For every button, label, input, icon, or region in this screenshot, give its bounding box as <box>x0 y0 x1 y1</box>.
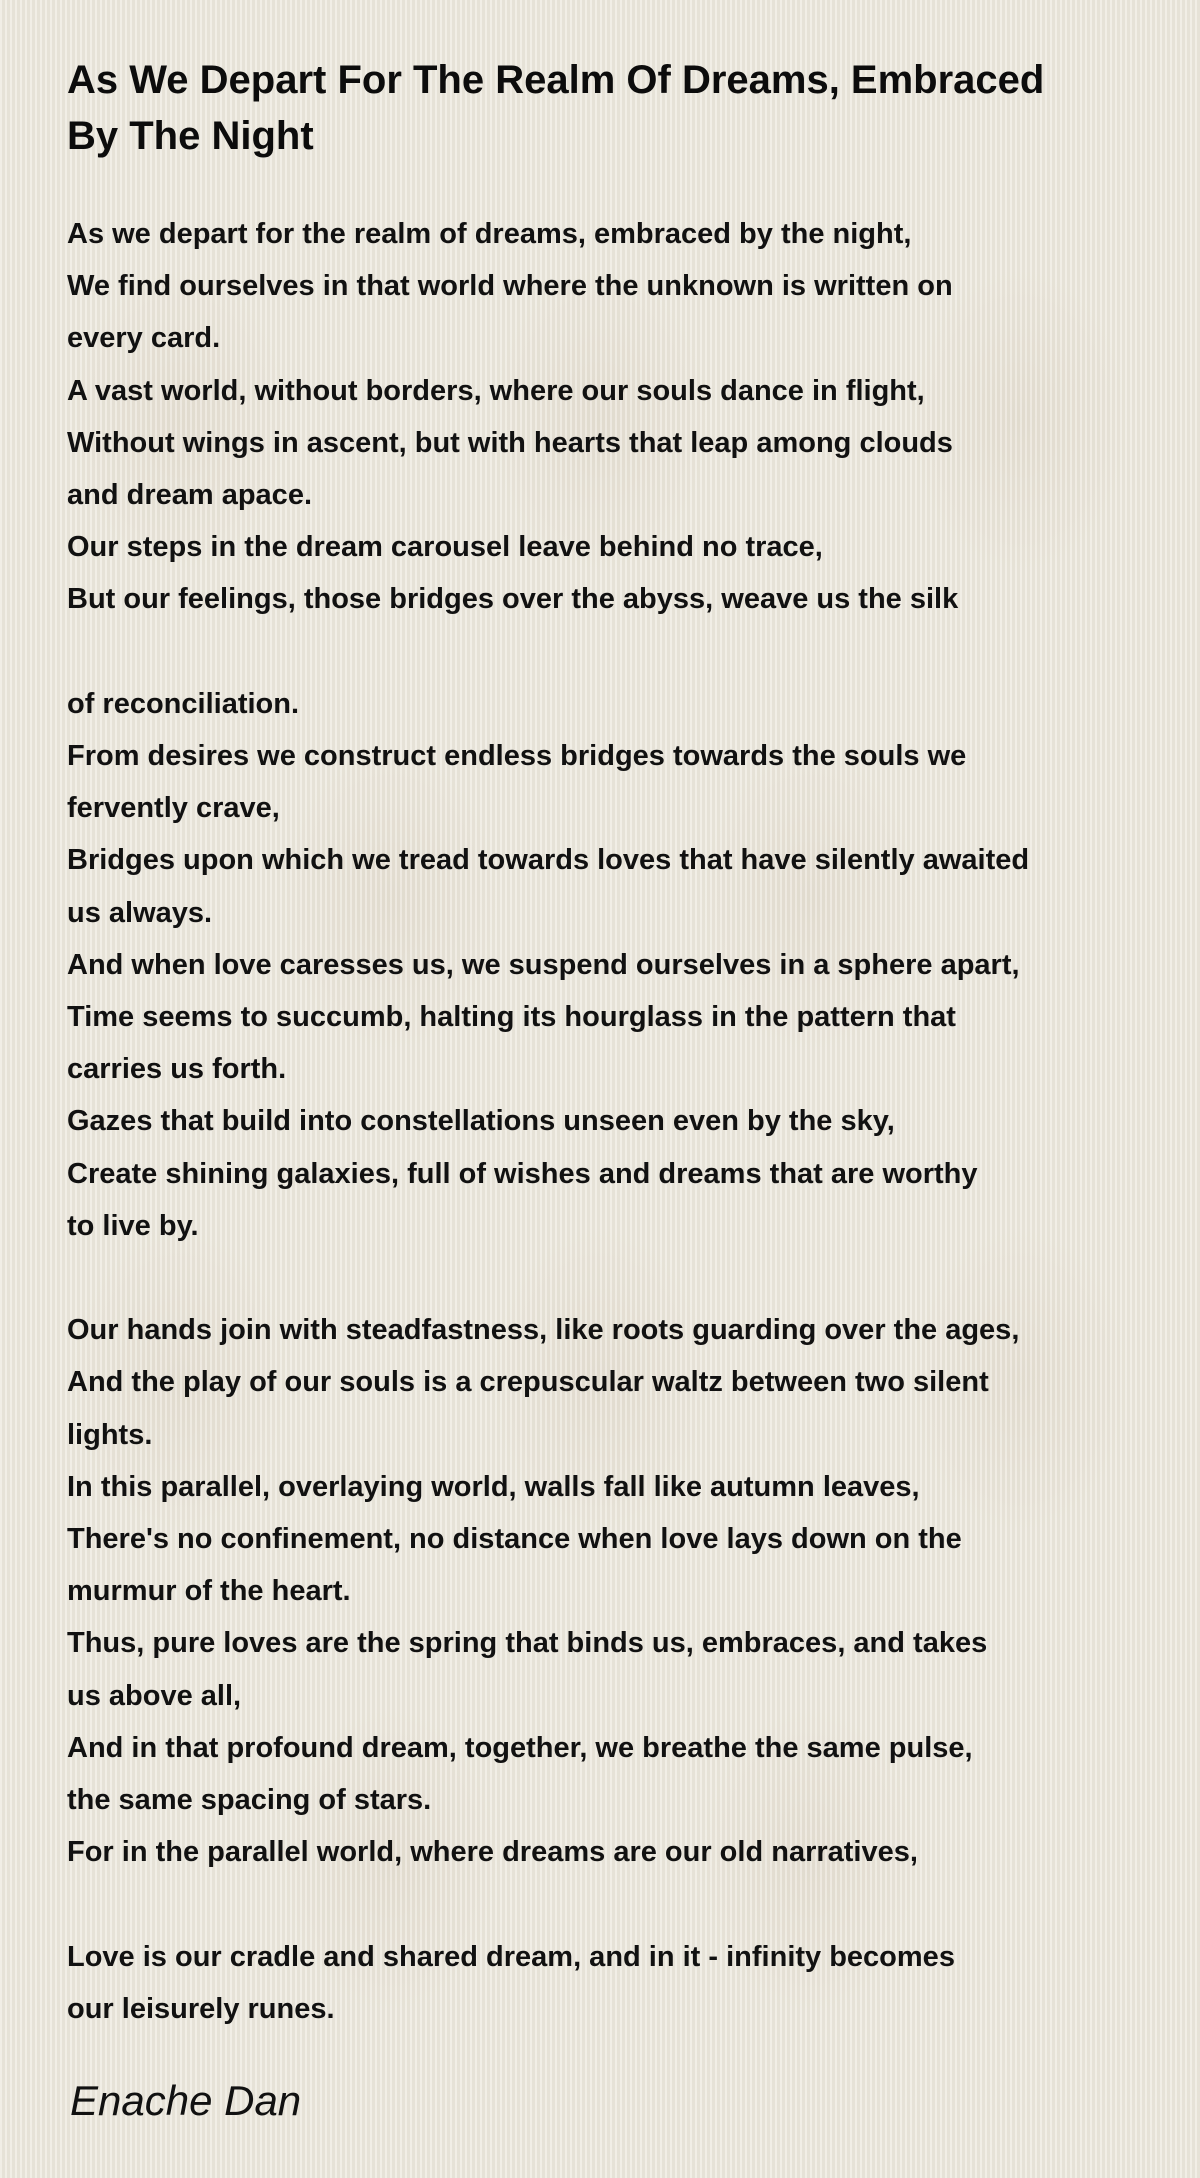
poem-line: murmur of the heart. <box>67 1575 351 1608</box>
poem-body <box>67 208 1177 2035</box>
poem-line: Love is our cradle and shared dream, and in it - infinity becomes <box>67 1940 955 1973</box>
poem-line: Gazes that build into constellations unseen even by the sky, <box>67 1105 895 1138</box>
poem-line: of reconciliation. <box>67 687 300 720</box>
poem-line: But our feelings, those bridges over the abyss, weave us the silk <box>67 583 959 616</box>
poem-title <box>67 52 1177 164</box>
poem-line: There's no confinement, no distance when love lays down on the <box>67 1523 962 1556</box>
poem-line: us always. <box>67 896 213 929</box>
poem-line: Bridges upon which we tread towards loves that have silently awaited <box>67 844 1030 877</box>
poem-line: to live by. <box>67 1209 199 1242</box>
poem-line: And in that profound dream, together, we breathe the same pulse, <box>67 1731 973 1764</box>
poem-line: our leisurely runes. <box>67 1992 335 2025</box>
poem-line: For in the parallel world, where dreams are our old narratives, <box>67 1836 918 1869</box>
poem-line: In this parallel, overlaying world, walls fall like autumn leaves, <box>67 1470 920 1503</box>
poem-line: Time seems to succumb, halting its hourglass in the pattern that <box>67 1001 956 1034</box>
poem-line: every card. <box>67 322 221 355</box>
poem-line: Without wings in ascent, but with hearts that leap among clouds <box>67 426 953 459</box>
poem-line <box>67 626 1177 678</box>
poem-line: And when love caresses us, we suspend ourselves in a sphere apart, <box>67 948 1020 981</box>
poem-line: From desires we construct endless bridges towards the souls we <box>67 740 967 773</box>
poem-line: And the play of our souls is a crepuscular waltz between two silent <box>67 1366 989 1399</box>
poem-line <box>67 1878 1177 1930</box>
poem-card <box>67 52 1177 2035</box>
poem-line: Thus, pure loves are the spring that binds us, embraces, and takes <box>67 1627 988 1660</box>
poem-line: A vast world, without borders, where our souls dance in flight, <box>67 374 925 407</box>
poem-title-line-1: As We Depart For The Realm Of Dreams, Embraced <box>67 58 1045 102</box>
poem-line: We find ourselves in that world where the unknown is written on <box>67 270 953 303</box>
poem-line: fervently crave, <box>67 792 280 825</box>
poem-line: As we depart for the realm of dreams, embraced by the night, <box>67 218 912 250</box>
poem-line: the same spacing of stars. <box>67 1784 432 1817</box>
poem-line: us above all, <box>67 1679 242 1712</box>
poem-author: Enache Dan <box>70 2077 302 2124</box>
poem-line: Create shining galaxies, full of wishes and dreams that are worthy <box>67 1157 978 1190</box>
poem-title-line-2: By The Night <box>67 114 314 158</box>
poem-line: Our steps in the dream carousel leave behind no trace, <box>67 531 823 564</box>
poem-line: carries us forth. <box>67 1053 287 1086</box>
poem-line: Our hands join with steadfastness, like roots guarding over the ages, <box>67 1314 1020 1347</box>
poem-line: and dream apace. <box>67 479 312 512</box>
poem-line <box>67 1252 1177 1304</box>
poem-line: lights. <box>67 1418 153 1451</box>
